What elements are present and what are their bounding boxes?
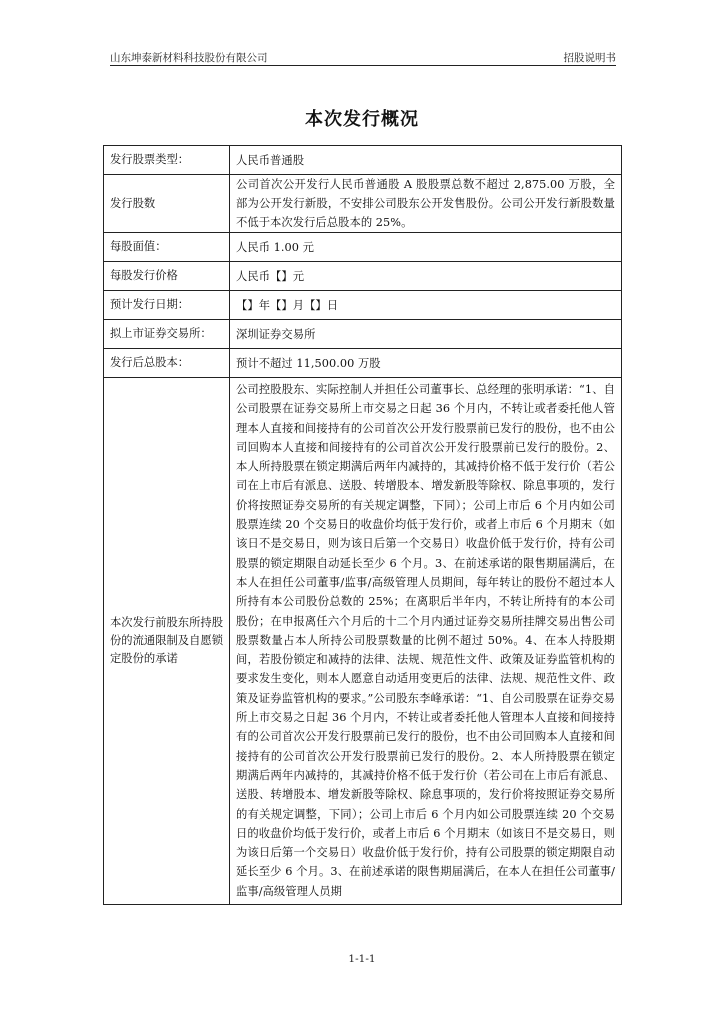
table-row: [104, 378, 622, 905]
page-number: 1-1-1: [348, 953, 376, 965]
table-row: [104, 233, 622, 262]
table-row: [104, 146, 622, 175]
page-header: [110, 48, 616, 66]
row-value: 公司首次公开发行人民币普通股 A 股股票总数不超过 2,875.00 万股，全部为公开发行新股，不安排公司股东公开发售股份。公司公开发行新股数量不低于本次发行后总股本的 25%。: [230, 175, 622, 233]
table-row: [104, 349, 622, 378]
document-type: 招股说明书: [563, 52, 616, 64]
row-label: 发行股数: [104, 175, 230, 233]
row-value: 公司控股股东、实际控制人并担任公司董事长、总经理的张明承诺：“1、自公司股票在证券交易所上市交易之日起 36 个月内，不转让或者委托他人管理本人直接和间接持有的公司首次公开发行股票前已发行的股份，也不由公司回购本人直接和间接持有的公司首次公开发行股票前已发行的股份。2、本人所持股票在锁定期满后两年内减持的，其减持价格不低于发行价（若公司在上市后有派息、送股、转增股本、增发新股等除权、除息事项的，发行价将按照证券交易所的有关规定调整，下同）；公司上市后 6 个月内如公司股票连续 20 个交易日的收盘价均低于发行价，或者上市后 6 个月期末（如该日不是交易日，则为该日后第一个交易日）收盘价低于发行价，持有公司股票的锁定期限自动延长至少 6 个月。3、在前述承诺的限售期届满后，在本人在担任公司董事/监事/高级管理人员期间，每年转让的股份不超过本人所持有本公司股份总数的 25%；在离职后半年内，不转让所持有的本公司股份；在申报离任六个月后的十二个月内通过证券交易所挂牌交易出售公司股票数量占本人所持公司股票数量的比例不超过 50%。4、在本人持股期间，若股份锁定和减持的法律、法规、规范性文件、政策及证券监管机构的要求发生变化，则本人愿意自动适用变更后的法律、法规、规范性文件、政策及证券监管机构的要求。”公司股东李峰承诺：“1、自公司股票在证券交易所上市交易之日起 36 个月内，不转让或者委托他人管理本人直接和间接持有的公司首次公开发行股票前已发行的股份，也不由公司回购本人直接和间接持有的公司首次公开发行股票前已发行的股份。2、本人所持股票在锁定期满后两年内减持的，其减持价格不低于发行价（若公司在上市后有派息、送股、转增股本、增发新股等除权、除息事项的，发行价将按照证券交易所的有关规定调整，下同）；公司上市后 6 个月内如公司股票连续 20 个交易日的收盘价均低于发行价，或者上市后 6 个月期末（如该日不是交易日，则为该日后第一个交易日）收盘价低于发行价，持有公司股票的锁定期限自动延长至少 6 个月。3、在前述承诺的限售期届满后，在本人在担任公司董事/监事/高级管理人员期: [230, 378, 622, 905]
row-label: 本次发行前股东所持股份的流通限制及自愿锁定股份的承诺: [104, 378, 230, 905]
row-label: 预计发行日期：: [104, 291, 230, 320]
row-value: 【】年【】月【】日: [230, 291, 622, 320]
row-label: 每股发行价格: [104, 262, 230, 291]
table-row: [104, 291, 622, 320]
company-name: 山东坤泰新材料科技股份有限公司: [110, 52, 268, 64]
offering-summary-table: [103, 145, 622, 905]
table-row: [104, 175, 622, 233]
section-title: 本次发行概况: [305, 109, 419, 130]
table-row: [104, 262, 622, 291]
row-value: 预计不超过 11,500.00 万股: [230, 349, 622, 378]
row-label: 每股面值：: [104, 233, 230, 262]
row-label: 发行后总股本：: [104, 349, 230, 378]
table-row: [104, 320, 622, 349]
row-label: 发行股票类型：: [104, 146, 230, 175]
row-value: 人民币普通股: [230, 146, 622, 175]
row-label: 拟上市证券交易所：: [104, 320, 230, 349]
row-value: 人民币【】元: [230, 262, 622, 291]
row-value: 深圳证券交易所: [230, 320, 622, 349]
row-value: 人民币 1.00 元: [230, 233, 622, 262]
